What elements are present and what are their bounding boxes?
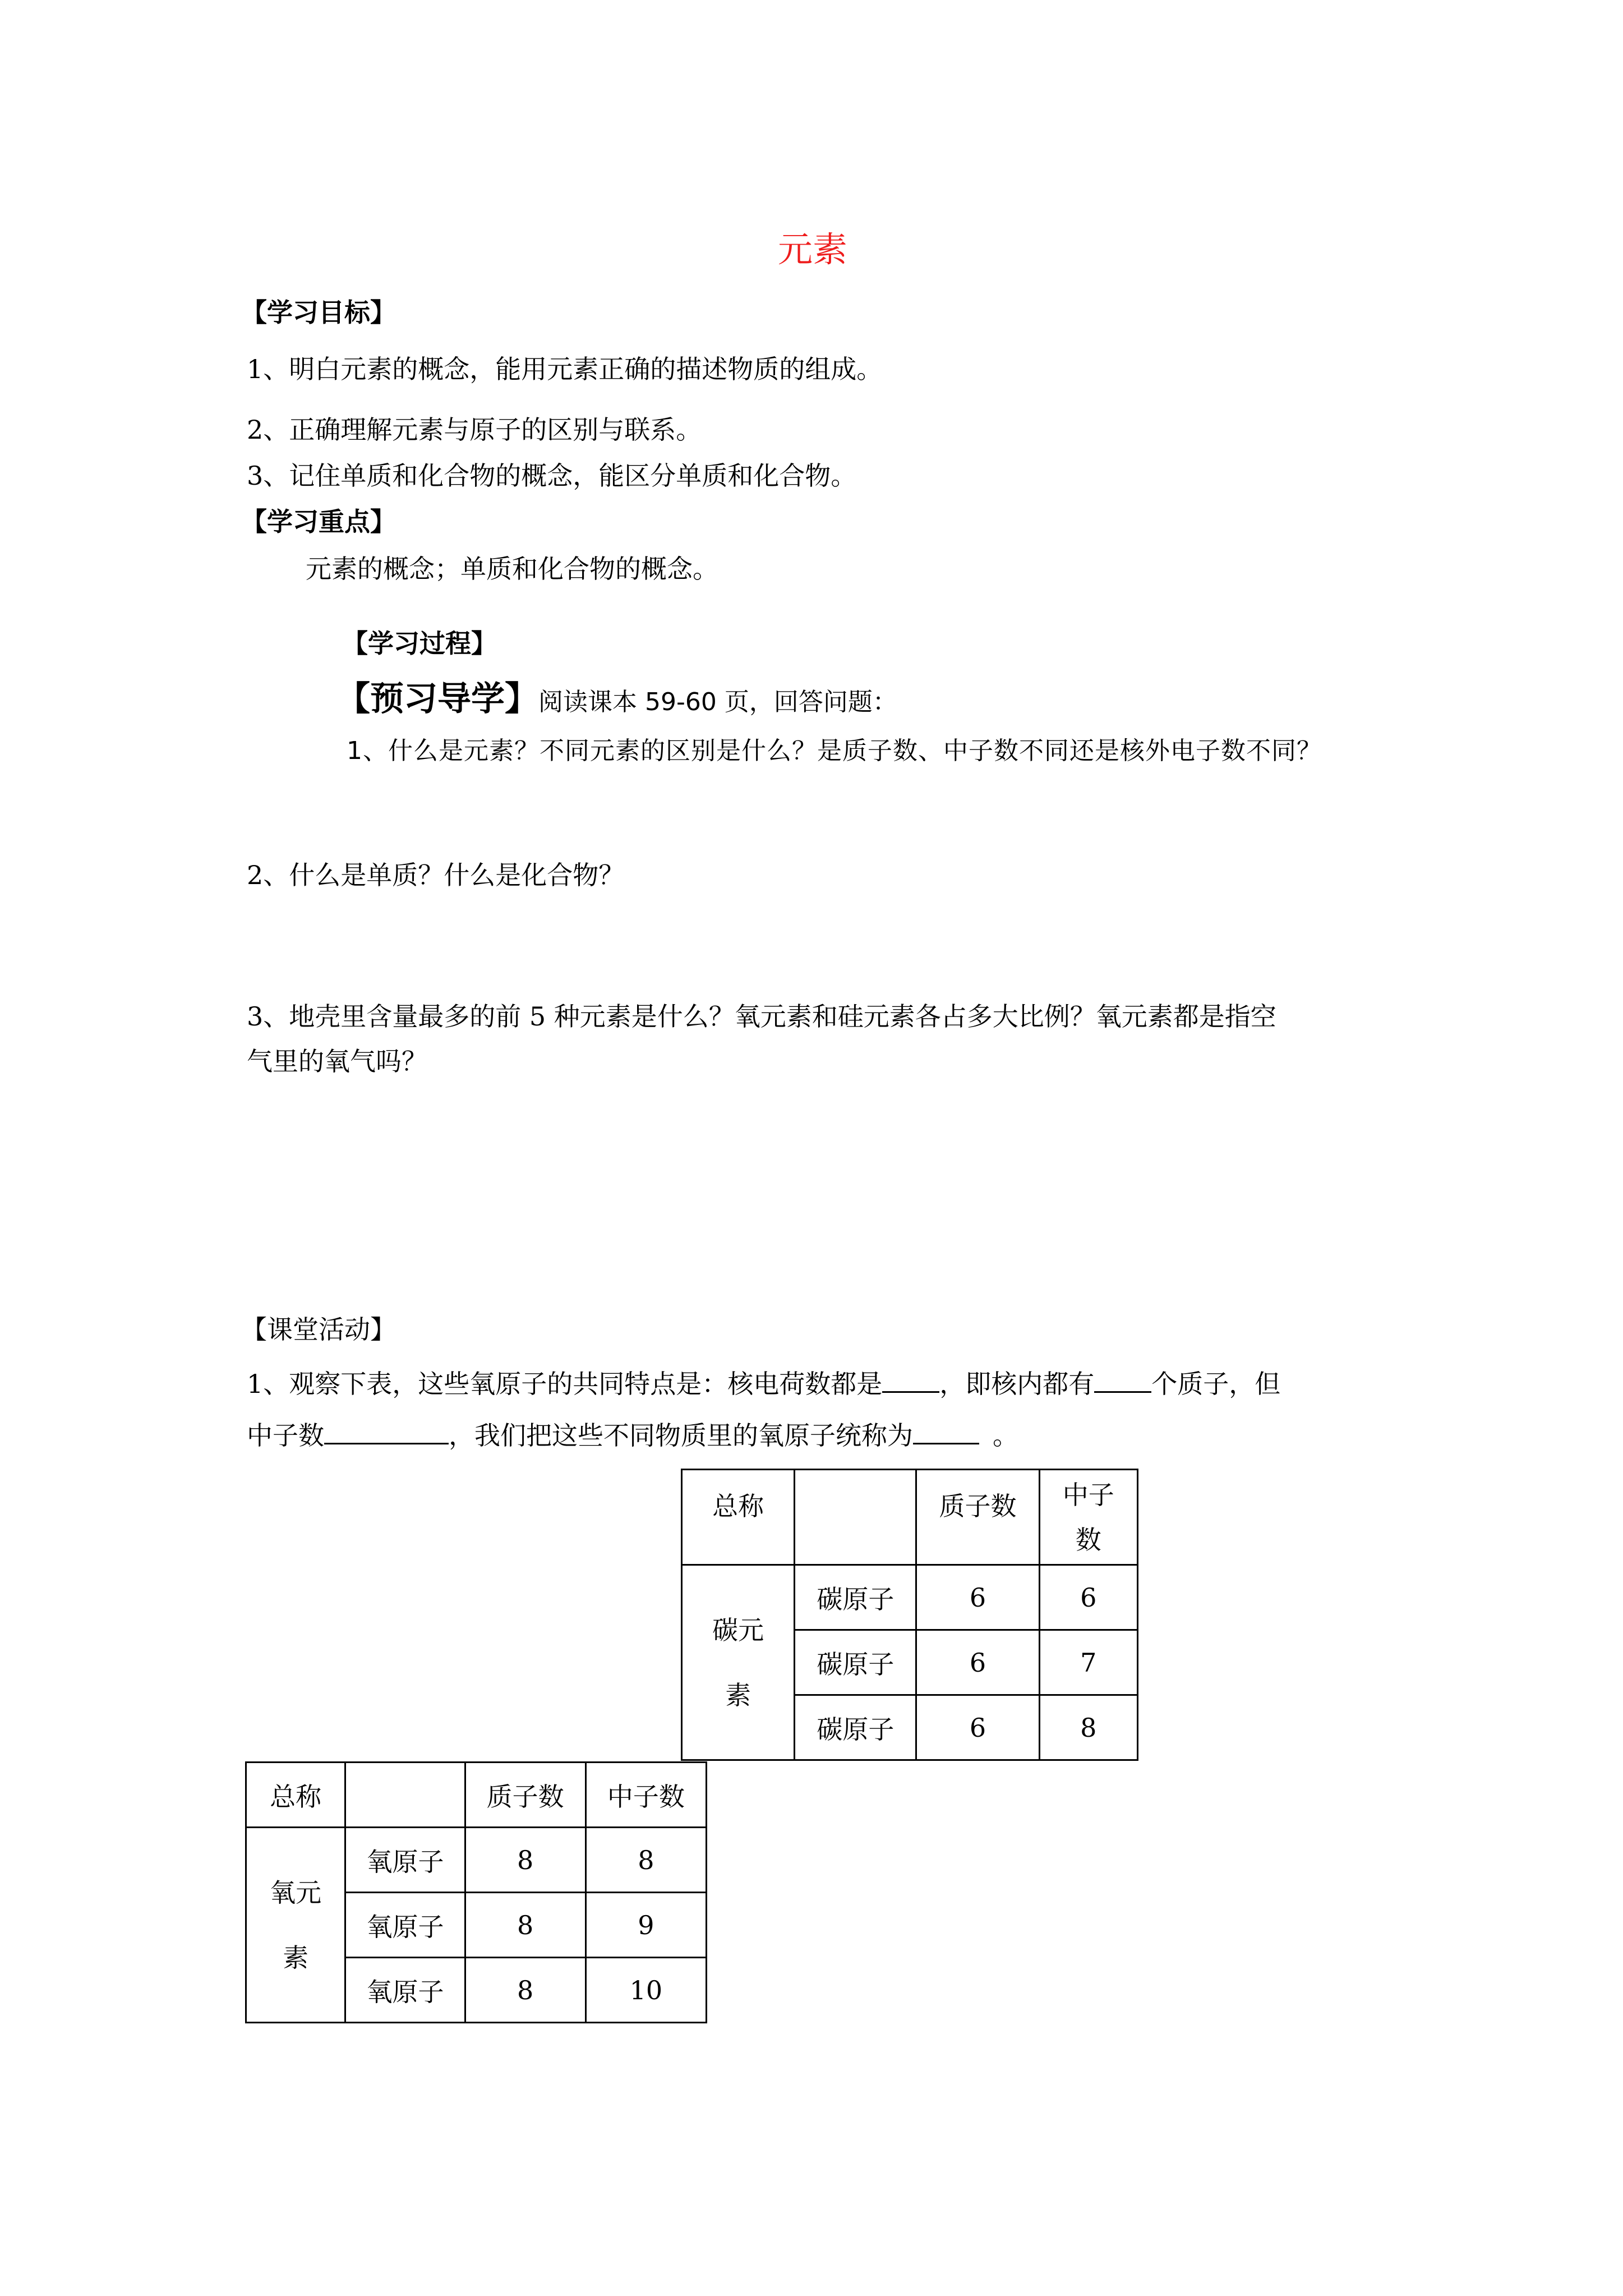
group-label: 素	[725, 1680, 751, 1710]
question-3-line-2: 气里的氧气吗？	[247, 1046, 427, 1076]
header-cell: 质子数	[465, 1763, 585, 1828]
goal-item-3: 3、记住单质和化合物的概念，能区分单质和化合物。	[247, 461, 857, 491]
table-cell: 9	[585, 1893, 706, 1958]
table-cell: 7	[1039, 1630, 1137, 1695]
group-label-cell	[682, 1565, 795, 1760]
table-header-row	[682, 1470, 1138, 1565]
table-cell: 6	[916, 1695, 1039, 1760]
blank-neutron[interactable]	[324, 1418, 449, 1444]
activity-text-2b: ，我们把这些不同物质里的氧原子统称为	[449, 1420, 913, 1451]
table-cell: 6	[916, 1565, 1039, 1630]
table-cell: 碳原子	[795, 1565, 916, 1630]
header-cell: 总称	[682, 1470, 795, 1565]
table-cell: 氧原子	[345, 1828, 465, 1893]
blank-charge[interactable]	[882, 1366, 939, 1393]
activity-text-1b: ，即核内都有	[939, 1369, 1095, 1399]
blank-proton-count[interactable]	[1094, 1366, 1151, 1393]
table-cell: 8	[585, 1828, 706, 1893]
goal-item-1: 1、明白元素的概念，能用元素正确的描述物质的组成。	[247, 354, 883, 384]
table-cell: 8	[465, 1958, 585, 2023]
table-cell: 8	[465, 1828, 585, 1893]
group-label: 碳元	[712, 1614, 764, 1645]
header-cell	[345, 1763, 465, 1828]
activity-text-1a: 1、观察下表，这些氧原子的共同特点是：核电荷数都是	[247, 1369, 883, 1399]
table-row	[682, 1565, 1138, 1630]
preview-line	[336, 672, 897, 720]
activity-text-2a: 中子数	[247, 1420, 324, 1451]
group-label: 素	[283, 1942, 309, 1973]
question-1: 1、什么是元素？不同元素的区别是什么？是质子数、中子数不同还是核外电子数不同？	[347, 737, 1322, 765]
question-3-line-1: 3、地壳里含量最多的前 5 种元素是什么？氧元素和硅元素各占多大比例？氧元素都是指空	[247, 1001, 1276, 1032]
table-header-row	[246, 1763, 707, 1828]
carbon-table	[681, 1469, 1138, 1761]
table-cell: 碳原子	[795, 1630, 916, 1695]
table-cell: 8	[465, 1893, 585, 1958]
table-row	[246, 1828, 707, 1893]
goal-item-2: 2、正确理解元素与原子的区别与联系。	[247, 415, 702, 445]
header-cell-text-2: 数	[1075, 1524, 1101, 1555]
header-cell-neutron	[1039, 1470, 1137, 1565]
table-cell: 氧原子	[345, 1958, 465, 2023]
preview-heading: 【预习导学】	[336, 679, 538, 719]
table-cell: 10	[585, 1958, 706, 2023]
focus-text: 元素的概念；单质和化合物的概念。	[306, 554, 718, 584]
header-cell	[795, 1470, 916, 1565]
activity-line-1	[247, 1366, 1280, 1401]
header-cell: 质子数	[916, 1470, 1039, 1565]
header-cell: 中子数	[585, 1763, 706, 1828]
oxygen-table	[245, 1761, 707, 2023]
activity-text-2c: 。	[993, 1420, 1018, 1451]
group-label-cell	[246, 1828, 345, 2023]
blank-element-name[interactable]	[913, 1418, 979, 1444]
activity-text-1c: 个质子，但	[1151, 1369, 1281, 1399]
question-2: 2、什么是单质？什么是化合物？	[247, 860, 625, 890]
table-cell: 氧原子	[345, 1893, 465, 1958]
goals-heading: 【学习目标】	[241, 297, 396, 328]
page-title: 元素	[778, 229, 848, 270]
activity-line-2	[247, 1418, 1018, 1452]
table-cell: 6	[916, 1630, 1039, 1695]
activity-heading: 【课堂活动】	[241, 1314, 396, 1345]
preview-text: 阅读课本 59-60 页，回答问题：	[538, 688, 897, 716]
table-cell: 8	[1039, 1695, 1137, 1760]
focus-heading: 【学习重点】	[241, 507, 396, 537]
table-cell: 碳原子	[795, 1695, 916, 1760]
table-cell: 6	[1039, 1565, 1137, 1630]
header-cell-text: 中子	[1062, 1479, 1114, 1510]
header-cell: 总称	[246, 1763, 345, 1828]
process-heading: 【学习过程】	[342, 628, 497, 659]
group-label: 氧元	[270, 1877, 322, 1908]
